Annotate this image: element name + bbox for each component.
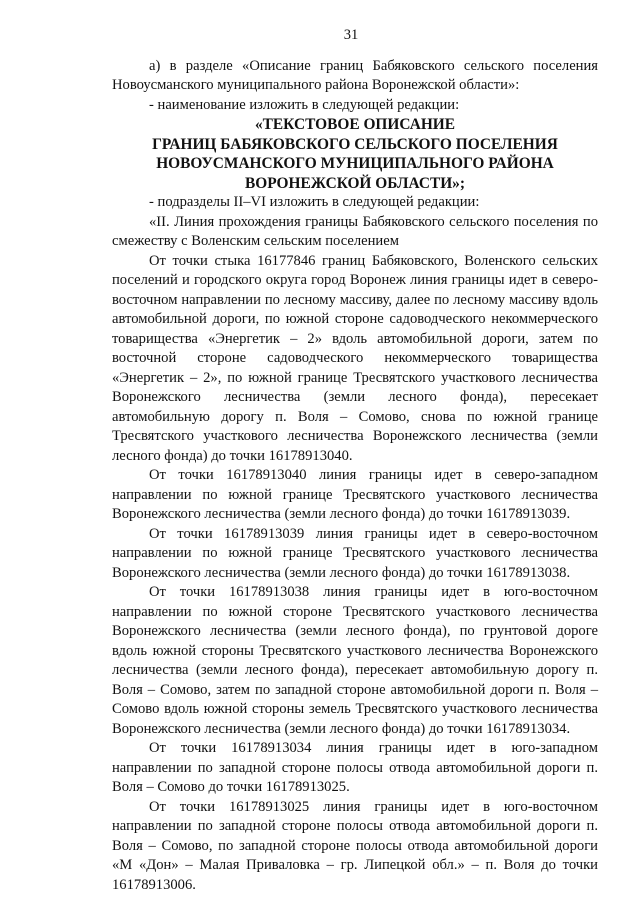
heading-line: ВОРОНЕЖСКОЙ ОБЛАСТИ»; xyxy=(244,174,466,192)
body-paragraph: От точки 16178913039 линия границы идет в северо-восточном направлении по южной границе Тресвятского участкового лесничества Воронежского лесничества (земли лесного фонда) до точки 16178913038. xyxy=(112,525,598,581)
body-paragraph: От точки 16178913040 линия границы идет в северо-западном направлении по южной границе Тресвятского участкового лесничества Воронежского лесничества (земли лесного фонда) до точки 16178913039. xyxy=(112,467,598,522)
section-title: «II. Линия прохождения границы Бабяковского сельского поселения по смежеству с Воленским сельским поселением xyxy=(112,213,598,249)
intro-name-line: - наименование изложить в следующей редакции: xyxy=(149,96,460,113)
body-paragraph: От точки 16178913025 линия границы идет в юго-восточном направлении по западной стороне полосы отвода автомобильной дороги п. Воля – Сомово, по западной стороне полосы отвода автомобильной дороги «М «Дон» – Малая Приваловка – гр. Липецкой обл.» – п. Воля до точки 16178913006. xyxy=(112,798,598,893)
body-paragraph: От точки стыка 16177846 границ Бабяковского, Воленского сельских поселений и городского округа город Воронеж линия границы идет в северо-восточном направлении по лесному массиву, далее по лесному массиву вдоль автомобильной дороги, по южной стороне садоводческого некоммерческого товарищества «Энергетик – 2» вдоль автомобильной дороги, затем по восточной стороне садоводческого некоммерческого товарищества «Энергетик – 2», по южной границе Тресвятского участкового лесничества Воронежского лесничества (земли лесного фонда), пересекает автомобильную дорогу п. Воля – Сомово, снова по южной границе Тресвятского участкового лесничества Воронежского лесничества (земли лесного фонда) до точки 16178913040. xyxy=(112,252,598,464)
body-paragraph: От точки 16178913038 линия границы идет в юго-восточном направлении по южной стороне Тресвятского участкового лесничества Воронежского лесничества (земли лесного фонда), по грунтовой дороге вдоль южной стороны Тресвятского участкового лесничества Воронежского лесничества (земли лесного фонда), пересекает автомобильную дорогу п. Воля – Сомово, затем по западной стороне автомобильной дороги п. Воля – Сомово вдоль южной стороны земель Тресвятского участкового лесничества Воронежского лесничества (земли лесного фонда) до точки 16178913034. xyxy=(112,584,598,737)
intro-item-a: а) в разделе «Описание границ Бабяковского сельского поселения Новоусманского муниципального района Воронежской области»: xyxy=(112,57,598,93)
heading-line: ГРАНИЦ БАБЯКОВСКОГО СЕЛЬСКОГО ПОСЕЛЕНИЯ xyxy=(152,135,558,153)
body-paragraph: От точки 16178913034 линия границы идет в юго-западном направлении по западной стороне полосы отвода автомобильной дороги п. Воля – Сомово до точки 16178913025. xyxy=(112,740,598,795)
document-heading xyxy=(112,115,598,193)
heading-line: «ТЕКСТОВОЕ ОПИСАНИЕ xyxy=(254,116,456,133)
heading-line: НОВОУСМАНСКОГО МУНИЦИПАЛЬНОГО РАЙОНА xyxy=(156,155,554,172)
page-number: 31 xyxy=(343,27,359,43)
subsections-line: - подразделы II–VI изложить в следующей редакции: xyxy=(149,194,480,210)
